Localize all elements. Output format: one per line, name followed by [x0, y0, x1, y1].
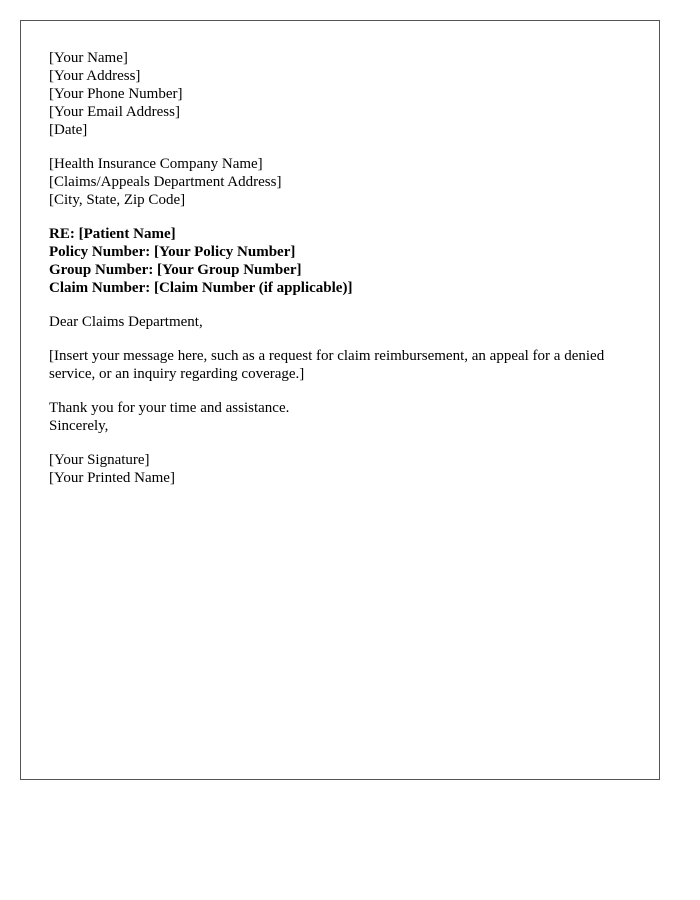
- sender-block: [49, 49, 639, 139]
- letter-date: [Date]: [49, 122, 88, 138]
- letter-body: [Insert your message here, such as a request for claim reimbursement, an appeal for a denied service, or an inquiry regarding coverage.]: [49, 348, 605, 382]
- signature-line: [Your Signature]: [49, 452, 150, 468]
- sender-phone: [Your Phone Number]: [49, 86, 183, 102]
- claim-number-line: Claim Number: [Claim Number (if applicable)]: [49, 280, 353, 296]
- signature-block: [49, 451, 639, 487]
- sender-email: [Your Email Address]: [49, 104, 180, 120]
- signoff-line: Sincerely,: [49, 418, 109, 434]
- letter-content: [49, 49, 639, 503]
- letter-page: [20, 20, 660, 780]
- printed-name-line: [Your Printed Name]: [49, 470, 175, 486]
- sender-name: [Your Name]: [49, 50, 128, 66]
- recipient-department-address: [Claims/Appeals Department Address]: [49, 174, 282, 190]
- sender-address: [Your Address]: [49, 68, 141, 84]
- policy-number-line: Policy Number: [Your Policy Number]: [49, 244, 296, 260]
- reference-block: [49, 225, 639, 297]
- salutation: Dear Claims Department,: [49, 314, 203, 330]
- re-line: RE: [Patient Name]: [49, 226, 176, 242]
- recipient-block: [49, 155, 639, 209]
- thanks-line: Thank you for your time and assistance.: [49, 400, 290, 416]
- group-number-line: Group Number: [Your Group Number]: [49, 262, 302, 278]
- recipient-city-state-zip: [City, State, Zip Code]: [49, 192, 186, 208]
- closing-block: [49, 399, 639, 435]
- recipient-company: [Health Insurance Company Name]: [49, 156, 263, 172]
